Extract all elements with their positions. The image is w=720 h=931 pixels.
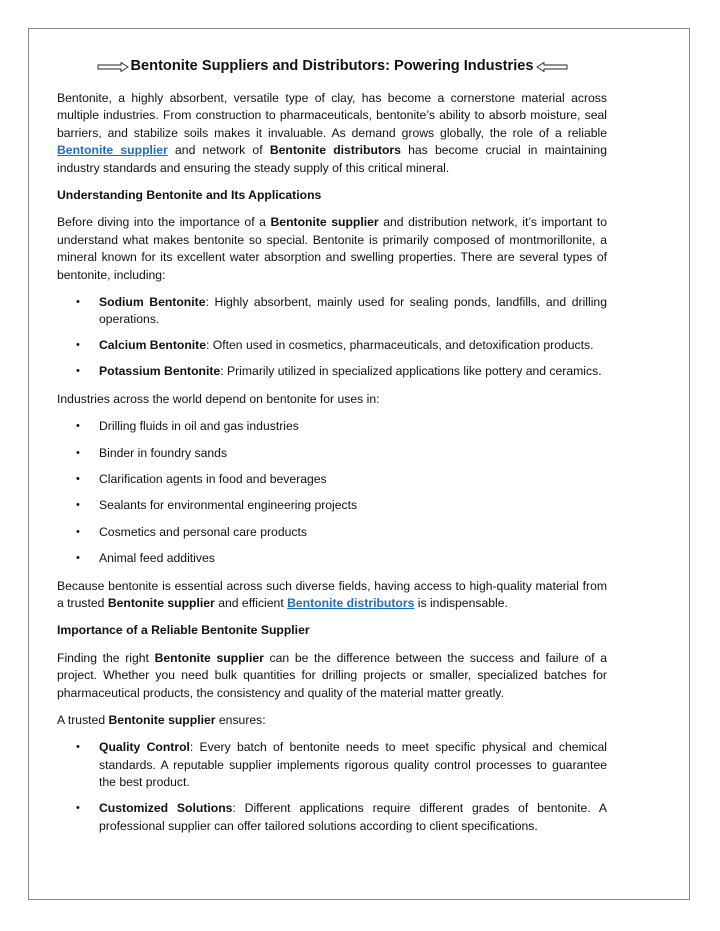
section-heading-importance: Importance of a Reliable Bentonite Supplier bbox=[57, 623, 310, 638]
list-item: • Calcium Bentonite: Often used in cosmetics, pharmaceuticals, and detoxification products. bbox=[76, 338, 594, 353]
intro-paragraph: Bentonite, a highly absorbent, versatile type of clay, has become a cornerstone material across multiple industries. From construction to pharmaceuticals, bentonite’s ability to absorb moisture, seal barriers, and stabilize soils makes it invaluable. As demand grows globally, the role of a reliable Bentonite supplier and network of Bentonite distributors has become crucial in maintaining industry standards and ensuring the steady supply of this critical mineral. bbox=[57, 91, 607, 175]
uses-intro: Industries across the world depend on bentonite for uses in: bbox=[57, 391, 380, 406]
list-item: • Customized Solutions: Different applications require different grades of bentonite. A professional supplier can offer tailored solutions according to client specifications. bbox=[76, 801, 607, 833]
section-heading-understanding: Understanding Bentonite and Its Applications bbox=[57, 188, 322, 203]
list-item: • Sodium Bentonite: Highly absorbent, mainly used for sealing ponds, landfills, and drilling operations. bbox=[76, 295, 607, 327]
uses-list bbox=[57, 418, 607, 567]
page-title: Bentonite Suppliers and Distributors: Powering Industries bbox=[130, 58, 534, 75]
list-item: • Animal feed additives bbox=[76, 551, 215, 566]
supplier-benefits-list bbox=[57, 739, 607, 835]
diverse-fields-paragraph: Because bentonite is essential across such diverse fields, having access to high-quality material from a trusted Bentonite supplier and efficient Bentonite distributors is indispensable. bbox=[57, 578, 607, 610]
list-item: • Cosmetics and personal care products bbox=[76, 524, 307, 539]
list-item: • Potassium Bentonite: Primarily utilized in specialized applications like pottery and ceramics. bbox=[76, 364, 602, 379]
importance-paragraph: Finding the right Bentonite supplier can be the difference between the success and failure of a project. Whether you need bulk quantities for drilling projects or smaller, specialized batches for pharmaceutical products, the consistency and quality of the material matter greatly. bbox=[57, 650, 607, 700]
list-item: • Sealants for environmental engineering projects bbox=[76, 498, 358, 513]
list-item: • Quality Control: Every batch of bentonite needs to meet specific physical and chemical standards. A reputable supplier implements rigorous quality control processes to guarantee the best product. bbox=[76, 740, 607, 790]
bentonite-supplier-link[interactable]: Bentonite supplier bbox=[57, 143, 168, 158]
title-row bbox=[57, 56, 607, 78]
document-content bbox=[57, 56, 607, 843]
understanding-paragraph: Before diving into the importance of a Bentonite supplier and distribution network, it’s important to understand what makes bentonite so special. Bentonite is primarily composed of montmorillonite, a mineral known for its excellent water absorption and swelling properties. There are several types of bentonite, including: bbox=[57, 215, 608, 282]
bentonite-types-list bbox=[57, 294, 607, 381]
list-item: • Binder in foundry sands bbox=[76, 445, 228, 460]
bentonite-distributors-link[interactable]: Bentonite distributors bbox=[287, 595, 415, 610]
list-item: • Drilling fluids in oil and gas industries bbox=[76, 419, 299, 434]
arrow-right-icon bbox=[97, 62, 129, 72]
arrow-left-icon bbox=[536, 62, 568, 72]
list-item: • Clarification agents in food and beverages bbox=[76, 471, 327, 486]
ensures-paragraph: A trusted Bentonite supplier ensures: bbox=[57, 712, 266, 727]
